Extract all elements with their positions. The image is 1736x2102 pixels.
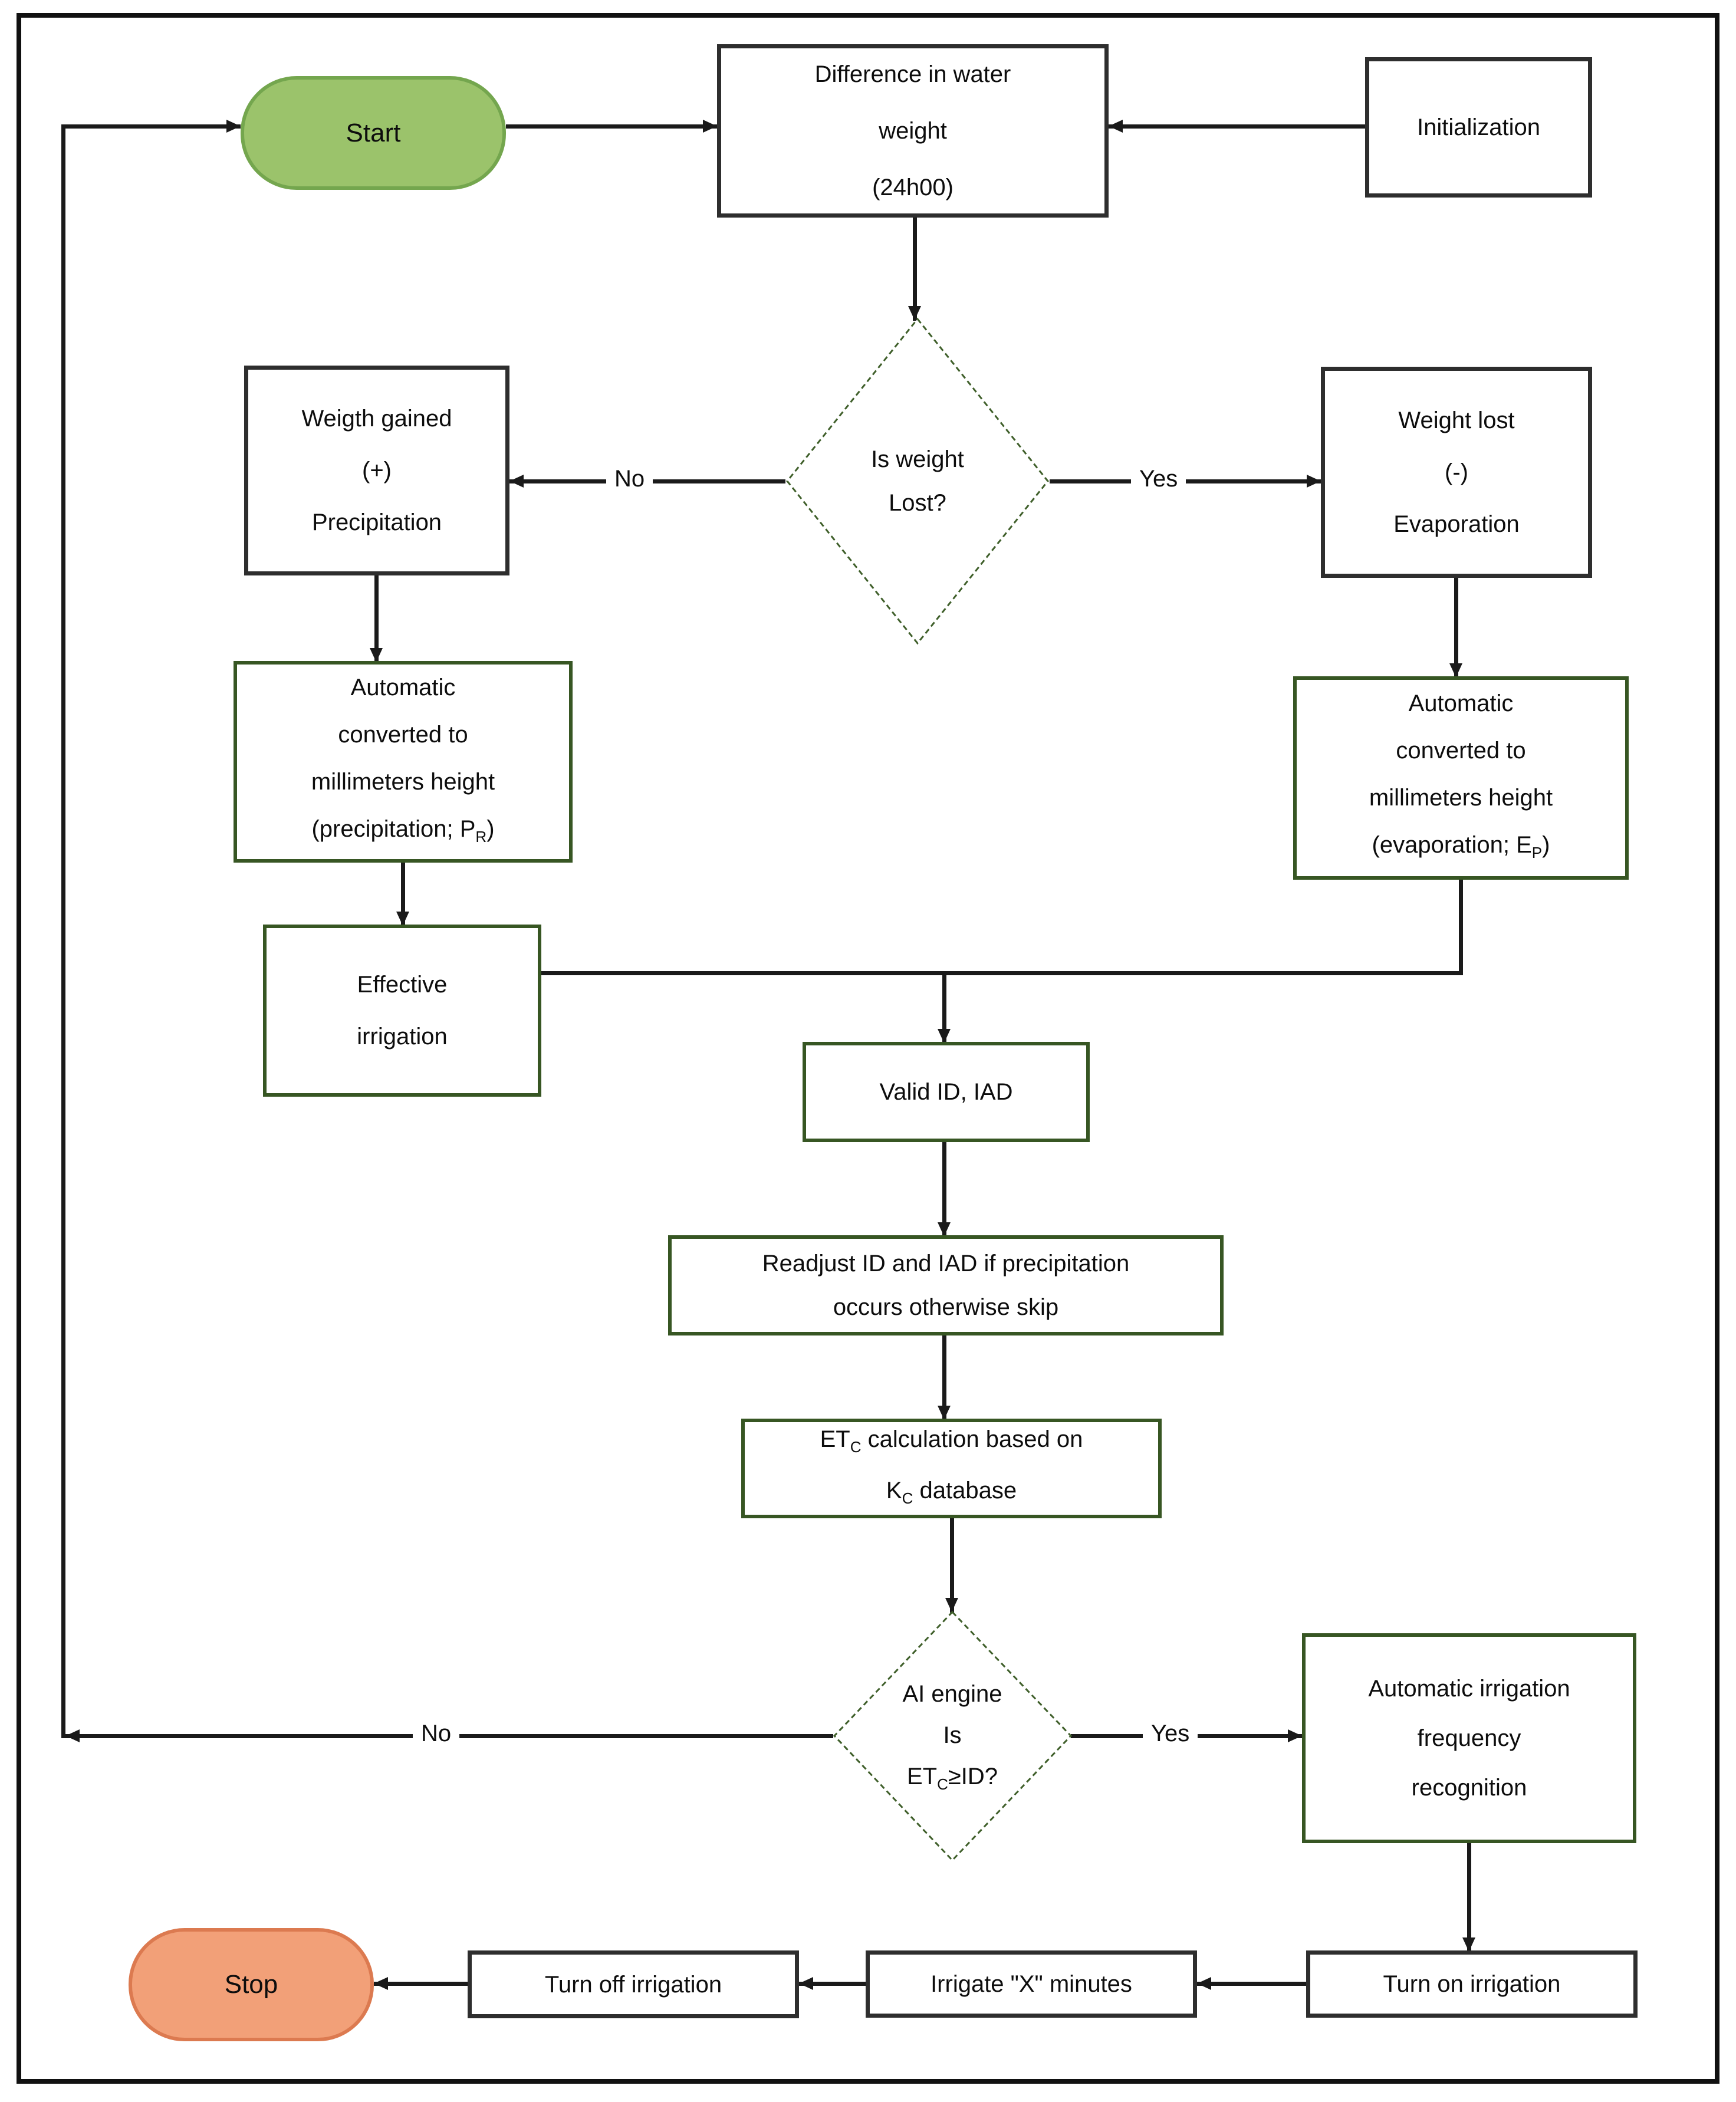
diamond1-line1: Is weight xyxy=(871,446,964,472)
node-auto-irrigation-frequency xyxy=(1302,1633,1636,1843)
node-turn-off-irrigation xyxy=(468,1950,799,2018)
turn-on-label: Turn on irrigation xyxy=(1383,1971,1561,1997)
arrowhead-into-turnoff xyxy=(799,1977,813,1990)
label-diamond1-no: No xyxy=(606,466,653,492)
node-etc-calculation xyxy=(741,1419,1162,1518)
arrowhead-no-to-feedback-line xyxy=(65,1729,80,1742)
auto-freq-line3: recognition xyxy=(1411,1775,1527,1801)
arrowhead-into-autoprecip xyxy=(370,648,383,662)
connector-merge-horizontal xyxy=(541,971,1463,975)
etc-line2: $K_C$ database xyxy=(886,1477,1017,1507)
effective-line1: Effective xyxy=(357,972,448,998)
connector-autofreq-to-turnon xyxy=(1467,1843,1471,1952)
connector-difference-to-diamond1 xyxy=(913,218,917,321)
initialization-label: Initialization xyxy=(1416,114,1540,140)
node-effective-irrigation xyxy=(263,925,541,1097)
auto-precip-line3: millimeters height xyxy=(311,768,495,795)
weight-gained-line3: Precipitation xyxy=(311,509,442,535)
weight-lost-line1: Weight lost xyxy=(1398,407,1515,433)
arrowhead-into-diamond2 xyxy=(945,1598,958,1612)
connector-autoevap-down xyxy=(1459,880,1463,975)
etc-line1: $ET_C$ calculation based on xyxy=(820,1426,1083,1456)
diamond-is-weight-lost-text xyxy=(800,437,1035,525)
arrowhead-into-weight-gained xyxy=(509,475,524,488)
auto-freq-line1: Automatic irrigation xyxy=(1368,1676,1570,1702)
stop-label: Stop xyxy=(224,1970,278,1999)
arrowhead-into-turnon xyxy=(1462,1937,1475,1952)
weight-gained-line1: Weigth gained xyxy=(301,406,452,432)
auto-freq-line2: frequency xyxy=(1417,1725,1521,1751)
arrowhead-into-stop xyxy=(374,1977,388,1990)
auto-evap-line3: millimeters height xyxy=(1369,785,1553,811)
node-turn-on-irrigation xyxy=(1306,1950,1638,2018)
connector-initialization-to-difference xyxy=(1109,124,1365,129)
node-valid-id-iad xyxy=(803,1042,1090,1142)
connector-turnon-to-irrigate xyxy=(1197,1982,1306,1986)
arrowhead-into-difference-left xyxy=(703,120,717,133)
effective-line2: irrigation xyxy=(357,1024,448,1050)
readjust-line1: Readjust ID and IAD if precipitation xyxy=(762,1251,1130,1277)
arrowhead-into-difference-right xyxy=(1109,120,1123,133)
valid-id-label: Valid ID, IAD xyxy=(879,1079,1013,1105)
readjust-line2: occurs otherwise skip xyxy=(833,1294,1059,1320)
weight-gained-line2: (+) xyxy=(362,458,392,483)
diamond2-line1: AI engine xyxy=(902,1681,1002,1707)
node-weight-lost xyxy=(1321,367,1592,578)
irrigate-label: Irrigate "X" minutes xyxy=(931,1971,1132,1997)
arrowhead-into-readjust xyxy=(938,1222,951,1236)
node-difference-in-water-weight xyxy=(717,44,1109,218)
arrowhead-into-weight-lost xyxy=(1307,475,1321,488)
arrowhead-into-effective xyxy=(396,912,409,926)
auto-precip-line4: (precipitation; $P_R$) xyxy=(311,815,495,846)
node-auto-convert-evaporation xyxy=(1293,676,1629,880)
arrowhead-into-valid xyxy=(938,1029,951,1043)
turn-off-label: Turn off irrigation xyxy=(544,1971,722,1998)
node-stop xyxy=(129,1928,374,2041)
difference-line3: (24h00) xyxy=(872,175,954,200)
weight-lost-line3: Evaporation xyxy=(1393,511,1520,537)
label-diamond2-no: No xyxy=(413,1721,459,1747)
node-auto-convert-precipitation xyxy=(234,661,573,863)
auto-precip-line2: converted to xyxy=(338,721,468,748)
difference-line2: weight xyxy=(879,118,947,144)
arrowhead-into-start xyxy=(226,120,241,133)
connector-feedback-to-start xyxy=(61,124,241,129)
auto-evap-line4: (evaporation; $E_P$) xyxy=(1372,832,1550,861)
node-readjust-id-iad xyxy=(668,1235,1224,1335)
node-irrigate-x-minutes xyxy=(866,1950,1197,2018)
connector-start-to-difference xyxy=(506,124,717,129)
weight-lost-line2: (-) xyxy=(1445,459,1468,485)
connector-feedback-vertical xyxy=(61,124,65,1738)
node-weight-gained xyxy=(244,366,509,575)
auto-evap-line1: Automatic xyxy=(1408,690,1514,716)
arrowhead-into-irrigate xyxy=(1197,1977,1211,1990)
diamond2-line2: Is xyxy=(943,1722,962,1748)
difference-line1: Difference in water xyxy=(814,61,1011,87)
auto-evap-line2: converted to xyxy=(1396,738,1526,764)
label-diamond1-yes: Yes xyxy=(1131,466,1186,492)
node-start xyxy=(241,76,506,190)
diamond2-line3: $ET_C\ge ID$? xyxy=(906,1764,998,1793)
label-diamond2-yes: Yes xyxy=(1143,1721,1198,1747)
start-label: Start xyxy=(346,118,401,147)
node-initialization xyxy=(1365,57,1592,198)
diamond1-line2: Lost? xyxy=(889,490,946,516)
arrowhead-into-autoevap xyxy=(1449,663,1462,677)
arrowhead-into-autofreq xyxy=(1288,1729,1302,1742)
auto-precip-line1: Automatic xyxy=(350,674,456,700)
diamond-ai-engine-text xyxy=(834,1673,1070,1805)
